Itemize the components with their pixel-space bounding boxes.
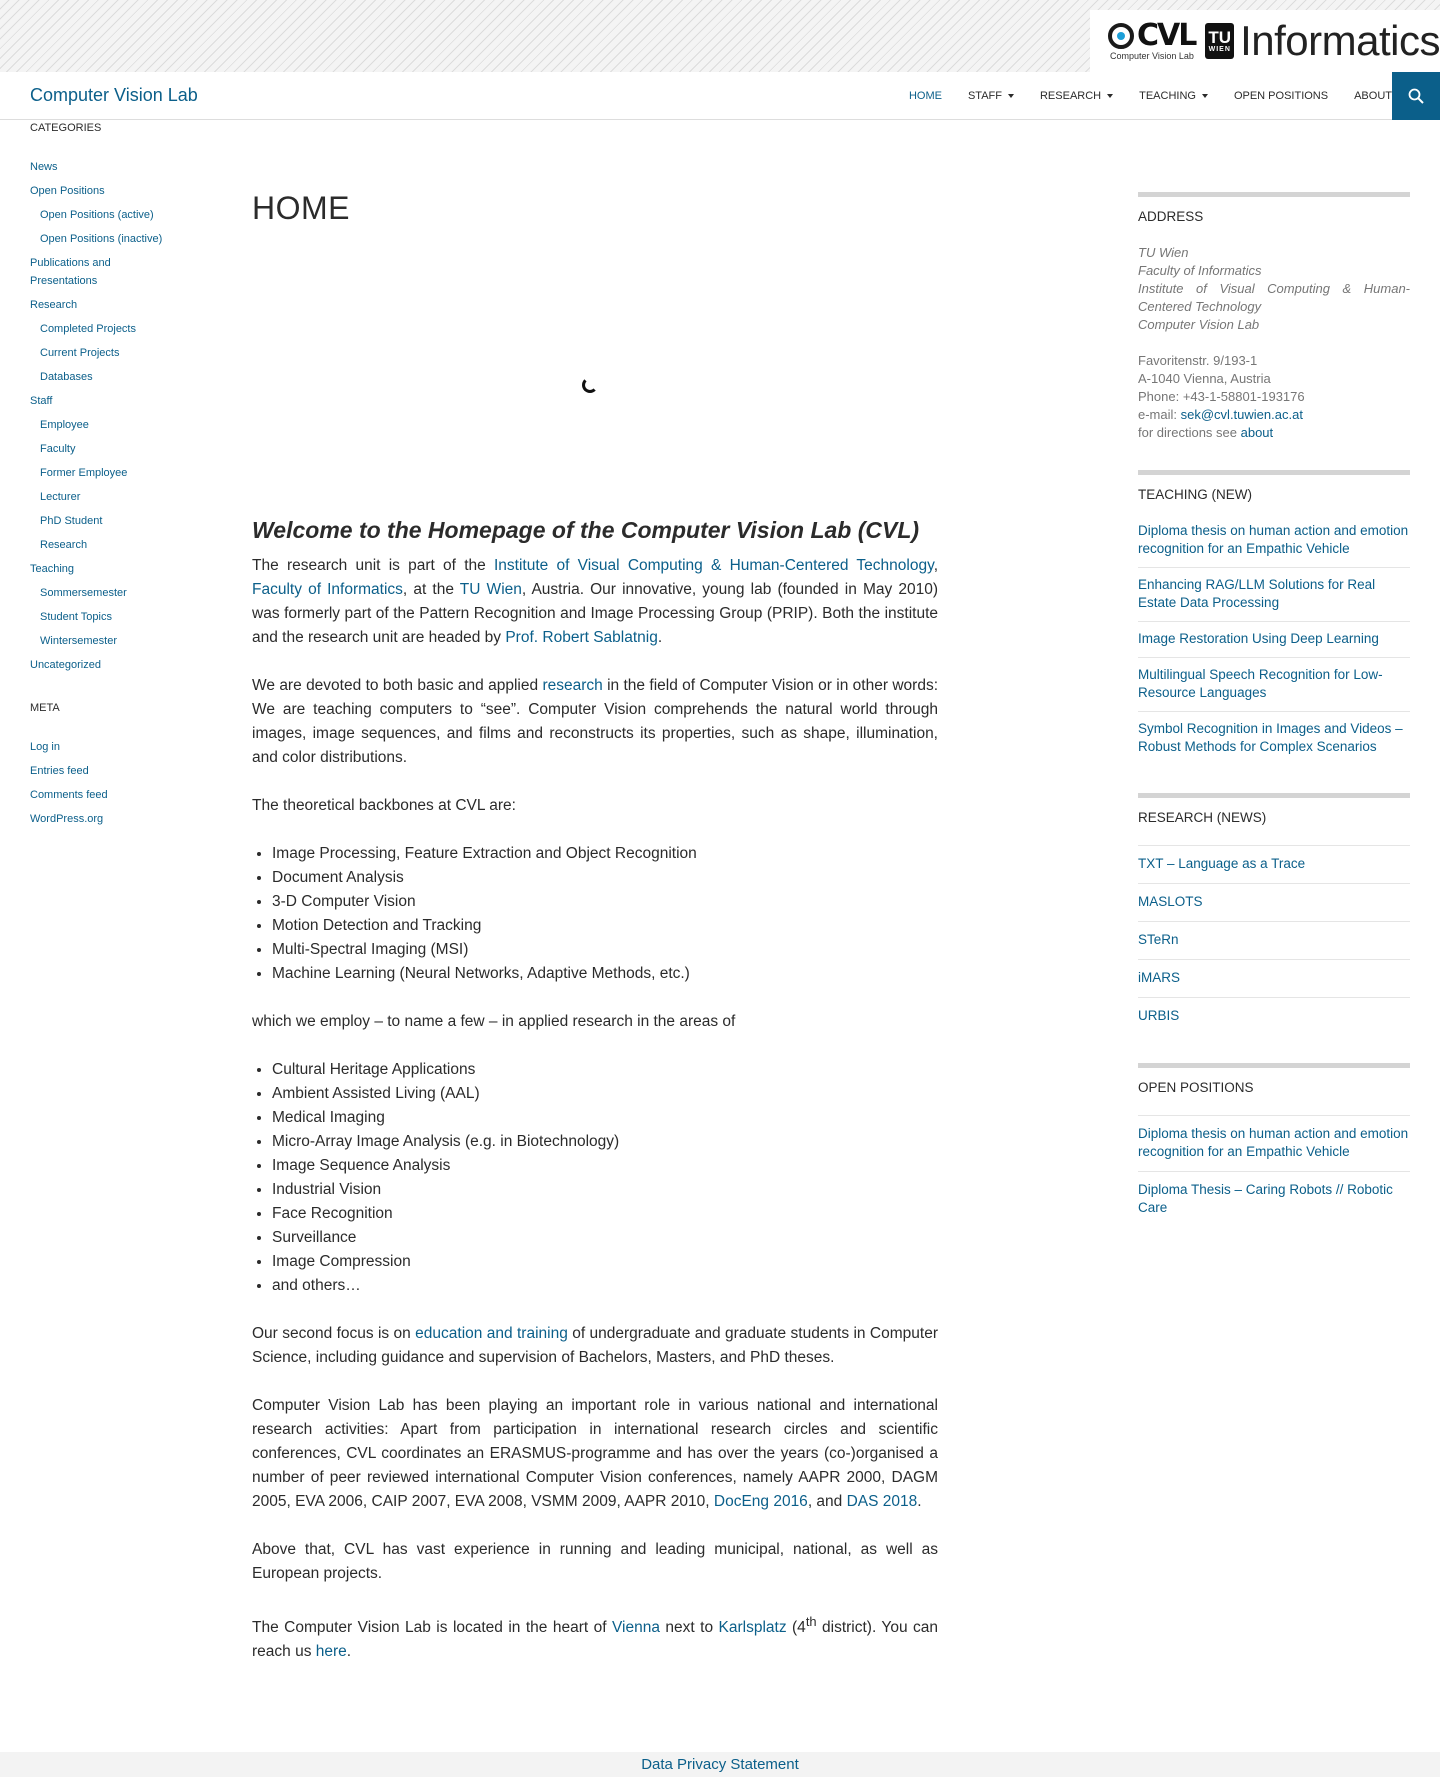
category-link[interactable]: Sommersemester (40, 587, 127, 599)
text: The Computer Vision Lab is located in the heart of (252, 1619, 612, 1637)
category-item (30, 392, 200, 410)
nav-open-positions[interactable] (1234, 90, 1328, 102)
informatics-logo-text: Informatics (1240, 17, 1440, 64)
list-item: • and others… (272, 1274, 938, 1298)
welcome-heading: Welcome to the Homepage of the Computer Vision Lab (CVL) (252, 517, 920, 543)
text: in the field of Computer Vision or in other words: We are teaching computers to “see”. Computer Vision comprehends the natural world through images, image sequences, and films and reconstructs its properties, such as shape, illumination, and color distributions. (252, 677, 938, 766)
list-item: • Ambient Assisted Living (AAL) (272, 1082, 938, 1106)
list-item: • Document Analysis (272, 866, 938, 890)
list-item: • Image Sequence Analysis (272, 1154, 938, 1178)
address-line: Computer Vision Lab (1138, 317, 1260, 332)
text: The research unit is part of the (252, 557, 494, 574)
text: . (346, 1643, 352, 1661)
list-item (1138, 657, 1410, 711)
category-link[interactable]: Student Topics (40, 611, 112, 623)
search-button[interactable] (1392, 72, 1440, 120)
superscript: th (805, 1614, 817, 1629)
category-link[interactable]: Research (30, 299, 78, 311)
education-link[interactable]: education and training (415, 1325, 568, 1342)
nav-teaching-label: TEACHING (1139, 90, 1196, 102)
meta-item (30, 786, 200, 804)
category-item (30, 296, 200, 314)
address-block (1138, 244, 1410, 442)
category-item (30, 230, 200, 248)
category-item (30, 158, 200, 176)
teaching-widget (1138, 470, 1410, 765)
research-news-link[interactable]: iMARS (1138, 970, 1181, 985)
list-item: • Machine Learning (Neural Networks, Adaptive Methods, etc.) (272, 962, 938, 986)
category-item (30, 254, 126, 290)
das-link[interactable]: DAS 2018 (846, 1493, 918, 1510)
category-link[interactable]: Staff (30, 395, 53, 407)
category-item (30, 206, 200, 224)
address-line: TU Wien (1138, 245, 1189, 260)
category-item (30, 584, 200, 602)
category-item (30, 368, 200, 386)
loading-spinner-icon (582, 377, 598, 393)
directions-line (1138, 424, 1410, 442)
text: Computer Vision Lab has been playing an important role in various national and international research activities: Apart from participation in international research circles and scientific conferences, CVL coordinates an ERASMUS-programme and has over the years (co-)organised a number of peer reviewed international Computer Vision conferences, namely AAPR 2000, DAGM 2005, EVA 2006, CAIP 2007, EVA 2008, VSMM 2009, AAPR 2010, (252, 1397, 938, 1510)
nav-home-label: HOME (908, 90, 942, 102)
meta-item (30, 810, 200, 828)
list-item: • Multi-Spectral Imaging (MSI) (272, 938, 938, 962)
email-line (1138, 406, 1410, 424)
category-item (30, 464, 200, 482)
footer (0, 1752, 1440, 1777)
backbones-intro: The theoretical backbones at CVL are: (252, 797, 516, 814)
right-sidebar (1138, 192, 1410, 1255)
list-item: • Surveillance (272, 1226, 938, 1250)
location-paragraph (252, 1610, 938, 1664)
category-link[interactable]: PhD Student (40, 515, 103, 527)
category-link[interactable]: Research (40, 539, 88, 551)
address-line: Institute of Visual Computing & Human-Centered Technology (1138, 281, 1410, 314)
list-item (1138, 845, 1410, 883)
categories-title: CATEGORIES (30, 122, 102, 134)
list-item (1138, 921, 1410, 959)
category-link[interactable]: Employee (40, 419, 89, 431)
category-link[interactable]: Lecturer (40, 491, 81, 503)
text: , and (807, 1493, 847, 1510)
meta-list (30, 738, 200, 828)
intro-paragraph (252, 554, 938, 650)
teaching-link[interactable]: Diploma thesis on human action and emotion recognition for an Empathic Vehicle (1138, 523, 1409, 556)
category-link[interactable]: Wintersemester (40, 635, 118, 647)
address-line: Favoritenstr. 9/193-1 (1138, 353, 1258, 368)
category-item (30, 512, 200, 530)
position-link[interactable]: Diploma thesis on human action and emotion recognition for an Empathic Vehicle (1138, 1126, 1409, 1159)
search-icon (1408, 88, 1424, 104)
list-item: • Cultural Heritage Applications (272, 1058, 938, 1082)
logo-box[interactable] (1090, 10, 1440, 72)
tu-wien-link[interactable]: TU Wien (459, 581, 522, 598)
areas-intro: which we employ – to name a few – in applied research in the areas of (252, 1013, 736, 1030)
meta-comments-feed-link[interactable]: Comments feed (30, 789, 108, 801)
category-item (30, 608, 200, 626)
tu-logo-bottom: WIEN (1208, 45, 1231, 53)
category-link[interactable]: Completed Projects (40, 323, 136, 335)
category-link[interactable]: Publications and Presentations (30, 257, 111, 287)
prof-sablatnig-link[interactable]: Prof. Robert Sablatnig (505, 629, 658, 646)
meta-entries-feed-link[interactable]: Entries feed (30, 765, 89, 777)
category-item (30, 182, 200, 200)
teaching-link[interactable]: Multilingual Speech Recognition for Low-Resource Languages (1138, 667, 1383, 700)
text: . (657, 629, 663, 646)
phone-line: Phone: +43-1-58801-193176 (1138, 389, 1305, 404)
list-item: • Image Compression (272, 1250, 938, 1274)
research-paragraph (252, 674, 938, 770)
meta-login-link[interactable]: Log in (30, 741, 60, 753)
nav-teaching[interactable] (1139, 90, 1208, 102)
category-item (30, 320, 200, 338)
category-item (30, 416, 200, 434)
category-link[interactable]: Open Positions (active) (40, 209, 154, 221)
category-item (30, 560, 200, 578)
left-sidebar (30, 122, 200, 834)
list-item (1138, 959, 1410, 997)
institute-link[interactable]: Institute of Visual Computing & Human-Centered Technology (494, 557, 934, 574)
list-item (1138, 621, 1410, 657)
category-link[interactable]: Current Projects (40, 347, 120, 359)
address-title: ADDRESS (1138, 209, 1204, 224)
cvl-logo (1108, 17, 1196, 61)
chevron-down-icon (1107, 94, 1113, 98)
list-item: • Motion Detection and Tracking (272, 914, 938, 938)
cvl-logo-subtitle: Computer Vision Lab (1110, 50, 1194, 61)
vienna-link[interactable]: Vienna (611, 1619, 660, 1637)
nav-staff[interactable] (968, 90, 1014, 102)
open-positions-title: OPEN POSITIONS (1138, 1080, 1254, 1095)
nav-home[interactable] (909, 90, 942, 102)
address-widget (1138, 192, 1410, 442)
category-item (30, 656, 200, 674)
meta-title: META (30, 702, 60, 714)
text: Our second focus is on (252, 1325, 416, 1342)
category-link[interactable]: News (30, 161, 58, 173)
research-news-link[interactable]: STeRn (1138, 932, 1179, 947)
list-item: • 3-D Computer Vision (272, 890, 938, 914)
category-link[interactable]: Open Positions (30, 185, 105, 197)
research-news-title: RESEARCH (NEWS) (1138, 810, 1267, 825)
list-item: • Medical Imaging (272, 1106, 938, 1130)
category-item (30, 632, 200, 650)
cvl-logo-text: CVL (1137, 17, 1196, 53)
research-news-link[interactable]: URBIS (1138, 1008, 1180, 1023)
category-link[interactable]: Former Employee (40, 467, 128, 479)
navigation-bar (0, 72, 1440, 120)
privacy-link[interactable]: Data Privacy Statement (641, 1756, 799, 1773)
text: next to (659, 1619, 719, 1637)
conferences-paragraph (252, 1394, 938, 1514)
list-item: • Image Processing, Feature Extraction and Object Recognition (272, 842, 938, 866)
categories-list (30, 158, 200, 674)
teaching-title: TEACHING (NEW) (1138, 487, 1252, 502)
open-positions-widget (1138, 1063, 1410, 1227)
category-link[interactable]: Open Positions (inactive) (40, 233, 163, 245)
list-item (1138, 1171, 1410, 1227)
list-item (1138, 567, 1410, 621)
primary-menu (883, 72, 1392, 120)
category-item (30, 344, 200, 362)
category-item (30, 488, 200, 506)
meta-item (30, 762, 200, 780)
here-link[interactable]: here (315, 1643, 347, 1661)
teaching-link[interactable]: Image Restoration Using Deep Learning (1138, 631, 1379, 646)
teaching-list (1138, 522, 1410, 765)
text: , at the (402, 581, 460, 598)
text: . (917, 1493, 922, 1510)
backbones-list (272, 842, 938, 986)
research-news-widget (1138, 793, 1410, 1035)
position-link[interactable]: Diploma Thesis – Caring Robots // Robotic Care (1138, 1182, 1393, 1215)
category-item (30, 440, 200, 458)
research-news-link[interactable]: TXT – Language as a Trace (1138, 856, 1306, 871)
open-positions-list (1138, 1115, 1410, 1227)
site-title[interactable]: Computer Vision Lab (30, 85, 198, 105)
doceng-link[interactable]: DocEng 2016 (713, 1493, 808, 1510)
email-link[interactable]: sek@cvl.tuwien.ac.at (1180, 407, 1303, 422)
directions-label: for directions see (1138, 425, 1241, 440)
about-link[interactable]: about (1240, 425, 1274, 440)
text: , Austria. Our innovative, young lab (founded in May 2010) was formerly part of the Pattern Recognition and Image Processing Group (PRIP). Both the institute and the research unit are headed by (252, 581, 938, 646)
teaching-link[interactable]: Enhancing RAG/LLM Solutions for Real Estate Data Processing (1138, 577, 1376, 610)
chevron-down-icon (1202, 94, 1208, 98)
category-link[interactable]: Faculty (40, 443, 76, 455)
list-item (1138, 522, 1410, 567)
email-label: e-mail: (1138, 407, 1181, 422)
tu-wien-logo (1205, 23, 1234, 59)
nav-about-label: ABOUT (1354, 90, 1392, 102)
faculty-link[interactable]: Faculty of Informatics (252, 581, 403, 598)
text: We are devoted to both basic and applied (252, 677, 543, 694)
header-banner (0, 0, 1440, 72)
areas-list (272, 1058, 938, 1298)
list-item: • Face Recognition (272, 1202, 938, 1226)
nav-open-positions-label: OPEN POSITIONS (1233, 90, 1329, 102)
meta-item (30, 738, 200, 756)
karlsplatz-link[interactable]: Karlsplatz (718, 1619, 787, 1637)
category-link[interactable]: Uncategorized (30, 659, 101, 671)
list-item: • Industrial Vision (272, 1178, 938, 1202)
chevron-down-icon (1008, 94, 1014, 98)
text: district). You can reach us (252, 1619, 939, 1661)
research-news-link[interactable]: MASLOTS (1138, 894, 1203, 909)
research-news-list (1138, 845, 1410, 1035)
meta-wordpress-link[interactable]: WordPress.org (30, 813, 104, 825)
page-title: HOME (252, 190, 350, 226)
address-line: A-1040 Vienna, Austria (1138, 371, 1271, 386)
main-content (252, 190, 938, 1688)
nav-staff-label: STAFF (967, 90, 1002, 102)
list-item (1138, 997, 1410, 1035)
text: of undergraduate and graduate students in Computer Science, including guidance and supervision of Bachelors, Masters, and PhD theses. (252, 1325, 938, 1366)
image-slider[interactable] (252, 227, 938, 517)
tu-logo-top: TU (1208, 27, 1232, 47)
research-link[interactable]: research (542, 677, 603, 694)
nav-about[interactable] (1354, 90, 1392, 102)
text: (4 (786, 1619, 806, 1637)
list-item: • Micro-Array Image Analysis (e.g. in Biotechnology) (272, 1130, 938, 1154)
teaching-link[interactable]: Symbol Recognition in Images and Videos – Robust Methods for Complex Scenarios (1138, 721, 1403, 754)
nav-research[interactable] (1040, 90, 1113, 102)
list-item (1138, 711, 1410, 765)
cvl-eye-icon (1108, 23, 1134, 49)
address-line: Faculty of Informatics (1138, 263, 1262, 278)
category-link[interactable]: Databases (40, 371, 93, 383)
text: , (933, 557, 939, 574)
category-link[interactable]: Teaching (30, 563, 75, 575)
projects-paragraph: Above that, CVL has vast experience in running and leading municipal, national, as well as European projects. (252, 1541, 938, 1582)
education-paragraph (252, 1322, 938, 1370)
list-item (1138, 1115, 1410, 1171)
nav-research-label: RESEARCH (1039, 90, 1102, 102)
list-item (1138, 883, 1410, 921)
category-item (30, 536, 200, 554)
